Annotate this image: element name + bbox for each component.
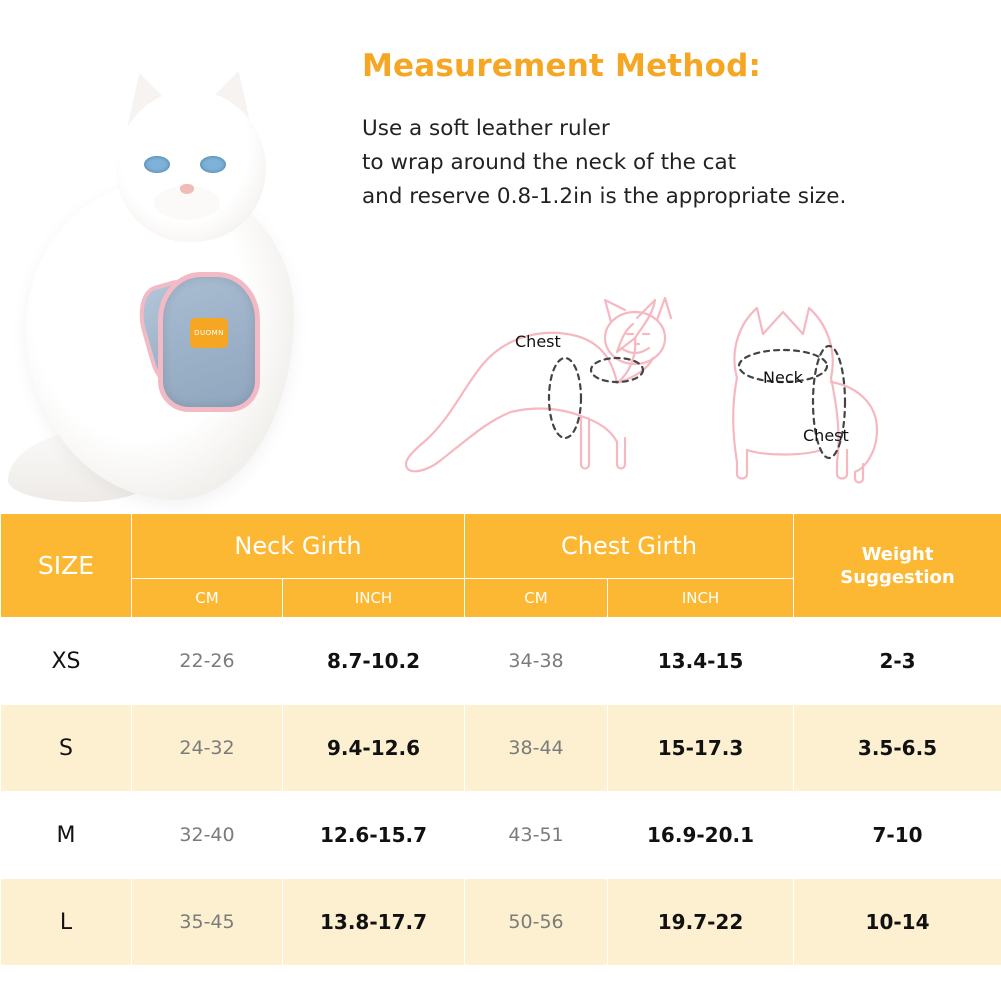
- diagram-label-chest-side: Chest: [515, 332, 561, 351]
- table-row: [1, 792, 1001, 879]
- cell-neck-inch: 13.8-17.7: [283, 879, 465, 966]
- header-weight-line2: Suggestion: [840, 566, 955, 588]
- header-weight-line1: Weight: [861, 543, 934, 565]
- cell-weight-kg: 3.5-6.5: [794, 705, 1001, 792]
- cell-size: L: [1, 879, 132, 966]
- cell-neck-inch: 8.7-10.2: [283, 618, 465, 705]
- cell-weight-kg: 7-10: [794, 792, 1001, 879]
- cell-size: S: [1, 705, 132, 792]
- measurement-description: [362, 112, 846, 214]
- header-chest-inch: INCH: [608, 579, 794, 618]
- cell-weight-kg: 10-14: [794, 879, 1001, 966]
- cell-chest-inch: 15-17.3: [608, 705, 794, 792]
- cat-eye-right: [200, 156, 226, 173]
- table-row: [1, 879, 1001, 966]
- cell-size: XS: [1, 618, 132, 705]
- cell-neck-cm: 22-26: [132, 618, 283, 705]
- cat-photo: [8, 60, 328, 490]
- cell-chest-cm: 34-38: [465, 618, 608, 705]
- cell-chest-cm: 38-44: [465, 705, 608, 792]
- description-line-2: to wrap around the neck of the cat: [362, 150, 737, 175]
- cell-neck-cm: 35-45: [132, 879, 283, 966]
- cell-chest-cm: 43-51: [465, 792, 608, 879]
- header-neck-girth: Neck Girth: [132, 514, 465, 579]
- cell-chest-inch: 19.7-22: [608, 879, 794, 966]
- header-size: SIZE: [1, 514, 132, 618]
- table-row: [1, 618, 1001, 705]
- header-chest-girth: Chest Girth: [465, 514, 794, 579]
- measurement-diagram: [385, 278, 985, 493]
- header-chest-cm: CM: [465, 579, 608, 618]
- cell-chest-inch: 16.9-20.1: [608, 792, 794, 879]
- diagram-label-neck: Neck: [763, 368, 803, 387]
- cell-chest-cm: 50-56: [465, 879, 608, 966]
- harness-brand-tag: DUOMN: [190, 318, 228, 348]
- cell-chest-inch: 13.4-15: [608, 618, 794, 705]
- cell-neck-inch: 12.6-15.7: [283, 792, 465, 879]
- header-neck-inch: INCH: [283, 579, 465, 618]
- cell-neck-inch: 9.4-12.6: [283, 705, 465, 792]
- table-row: [1, 705, 1001, 792]
- description-line-1: Use a soft leather ruler: [362, 116, 610, 141]
- diagram-label-chest-front: Chest: [803, 426, 849, 445]
- size-chart-table: [0, 513, 1001, 966]
- cell-size: M: [1, 792, 132, 879]
- page-title: Measurement Method:: [362, 48, 762, 84]
- cat-eye-left: [144, 156, 170, 173]
- cat-nose: [180, 184, 194, 194]
- description-line-3: and reserve 0.8-1.2in is the appropriate size.: [362, 184, 847, 209]
- size-table-container: [0, 513, 1001, 966]
- cell-neck-cm: 32-40: [132, 792, 283, 879]
- cell-weight-kg: 2-3: [794, 618, 1001, 705]
- header-weight-suggestion: [794, 514, 1001, 618]
- cell-neck-cm: 24-32: [132, 705, 283, 792]
- diagram-svg: [385, 278, 985, 493]
- header-neck-cm: CM: [132, 579, 283, 618]
- table-header-row-main: [1, 514, 1001, 579]
